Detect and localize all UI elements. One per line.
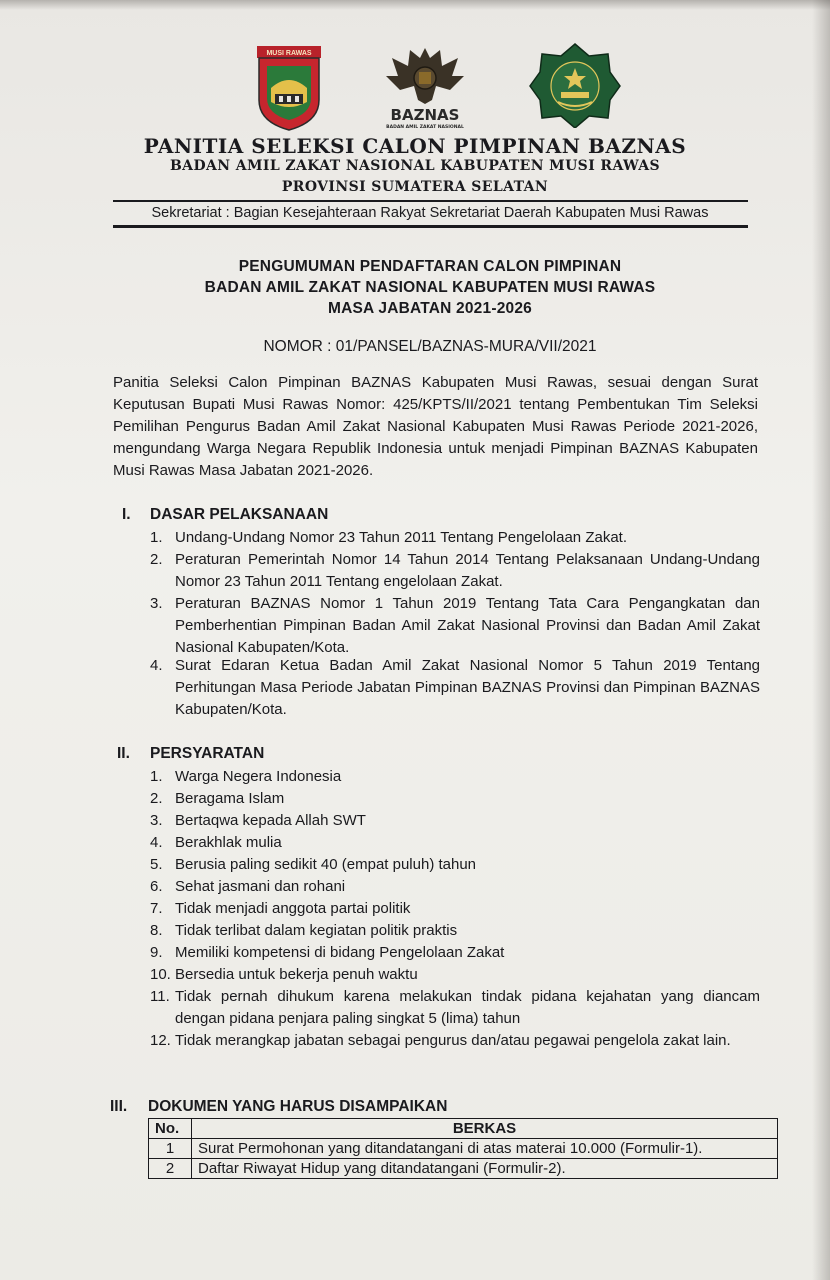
list-item-text: Sehat jasmani dan rohani — [175, 878, 346, 895]
table-cell-no: 1 — [149, 1139, 192, 1159]
header-rule-top — [113, 200, 748, 202]
list-item-text: Berusia paling sedikit 40 (empat puluh) tahun — [175, 856, 477, 873]
header-rule-bottom — [113, 225, 748, 228]
table-header-row — [149, 1119, 778, 1139]
baznas-logo-caption: BAZNAS — [390, 106, 460, 124]
announcement-title-line2: BADAN AMIL ZAKAT NASIONAL KABUPATEN MUSI RAWAS — [204, 279, 656, 296]
list-item-text: Tidak menjadi anggota partai politik — [175, 900, 411, 917]
section2-title: PERSYARATAN — [150, 745, 265, 762]
list-item-text: Berakhlak mulia — [175, 834, 282, 851]
list-item-number: 1. — [150, 529, 163, 546]
org-province: PROVINSI SUMATERA SELATAN — [281, 179, 549, 195]
list-item-number: 4. — [150, 657, 163, 674]
list-item-number: 8. — [150, 922, 163, 939]
list-item-text: Undang-Undang Nomor 23 Tahun 2011 Tentang Pengelolaan Zakat. — [175, 529, 627, 546]
photo-shadow-right — [812, 0, 830, 1280]
list-item-text: Bersedia untuk bekerja penuh waktu — [175, 966, 418, 983]
list-item-text: Bertaqwa kepada Allah SWT — [175, 812, 366, 829]
baznas-garuda-logo — [380, 40, 470, 132]
table-cell-berkas: Surat Permohonan yang ditandatangani di atas materai 10.000 (Formulir-1). — [192, 1139, 778, 1159]
org-title: PANITIA SELEKSI CALON PIMPINAN BAZNAS — [143, 134, 687, 158]
announcement-title-line3: MASA JABATAN 2021-2026 — [328, 300, 532, 317]
list-item-number: 12. — [150, 1032, 171, 1049]
list-item-text: Tidak merangkap jabatan sebagai pengurus dan/atau pegawai pengelola zakat lain. — [175, 1032, 731, 1049]
musi-rawas-logo — [255, 44, 323, 132]
section1-title: DASAR PELAKSANAAN — [150, 506, 329, 523]
announcement-number: NOMOR : 01/PANSEL/BAZNAS-MURA/VII/2021 — [263, 338, 597, 355]
org-subtitle: BADAN AMIL ZAKAT NASIONAL KABUPATEN MUSI RAWAS — [169, 158, 661, 174]
list-item-text: Peraturan Pemerintah Nomor 14 Tahun 2014 Tentang Pelaksanaan Undang-Undang Nomor 23 Tahun 2011 Tentang engelolaan Zakat. — [175, 551, 760, 590]
kemenag-logo — [528, 42, 622, 128]
announcement-title-line1: PENGUMUMAN PENDAFTARAN CALON PIMPINAN — [238, 258, 622, 275]
list-item-number: 7. — [150, 900, 163, 917]
table-cell-no: 2 — [149, 1159, 192, 1179]
section3-title: DOKUMEN YANG HARUS DISAMPAIKAN — [148, 1098, 448, 1115]
section3-number: III. — [110, 1098, 128, 1115]
photo-shadow-top — [0, 0, 830, 10]
list-item-text: Surat Edaran Ketua Badan Amil Zakat Nasional Nomor 5 Tahun 2019 Tentang Perhitungan Masa Periode Jabatan Pimpinan BAZNAS Provinsi dan Pimpinan BAZNAS Kabupaten/Kota. — [175, 657, 760, 718]
list-item-text: Memiliki kompetensi di bidang Pengelolaan Zakat — [175, 944, 505, 961]
table-row — [149, 1159, 778, 1179]
list-item-number: 11. — [150, 988, 170, 1005]
list-item-text: Tidak pernah dihukum karena melakukan tindak pidana kejahatan yang diancam dengan pidana penjara paling singkat 5 (lima) tahun — [175, 988, 760, 1027]
baznas-logo-subcaption: BADAN AMIL ZAKAT NASIONAL — [386, 125, 464, 130]
list-item-number: 2. — [150, 551, 163, 568]
table-row — [149, 1139, 778, 1159]
intro-paragraph: Panitia Seleksi Calon Pimpinan BAZNAS Kabupaten Musi Rawas, sesuai dengan Surat Keputusan Bupati Musi Rawas Nomor: 425/KPTS/II/2021 tentang Pembentukan Tim Seleksi Pemilihan Pengurus Badan Amil Zakat Nasional Kabupaten Musi Rawas Periode 2021-2026, mengundang Warga Negara Republik Indonesia untuk menjadi Pimpinan BAZNAS Kabupaten Musi Rawas Masa Jabatan 2021-2026. — [113, 374, 758, 479]
list-item-number: 4. — [150, 834, 163, 851]
column-header-no: No. — [149, 1119, 192, 1139]
list-item-number: 5. — [150, 856, 163, 873]
list-item-text: Tidak terlibat dalam kegiatan politik praktis — [175, 922, 458, 939]
documents-table — [148, 1118, 778, 1179]
list-item-text: Peraturan BAZNAS Nomor 1 Tahun 2019 Tentang Tata Cara Pengangkatan dan Pemberhentian Pimpinan Badan Amil Zakat Nasional Provinsi dan Badan Amil Zakat Nasional Kabupaten/Kota. — [175, 595, 760, 656]
section2-number: II. — [117, 745, 130, 762]
list-item-number: 2. — [150, 790, 163, 807]
list-item-number: 10. — [150, 966, 171, 983]
column-header-berkas: BERKAS — [192, 1119, 778, 1139]
list-item-number: 3. — [150, 812, 163, 829]
table-cell-berkas: Daftar Riwayat Hidup yang ditandatangani (Formulir-2). — [192, 1159, 778, 1179]
list-item-number: 9. — [150, 944, 163, 961]
list-item-text: Warga Negera Indonesia — [175, 768, 342, 785]
list-item-number: 1. — [150, 768, 163, 785]
musi-rawas-logo-caption: MUSI RAWAS — [266, 50, 312, 57]
list-item-number: 6. — [150, 878, 163, 895]
section1-number: I. — [122, 506, 131, 523]
sekretariat-line: Sekretariat : Bagian Kesejahteraan Rakyat Sekretariat Daerah Kabupaten Musi Rawas — [151, 205, 709, 221]
list-item-text: Beragama Islam — [175, 790, 285, 807]
list-item-number: 3. — [150, 595, 163, 612]
